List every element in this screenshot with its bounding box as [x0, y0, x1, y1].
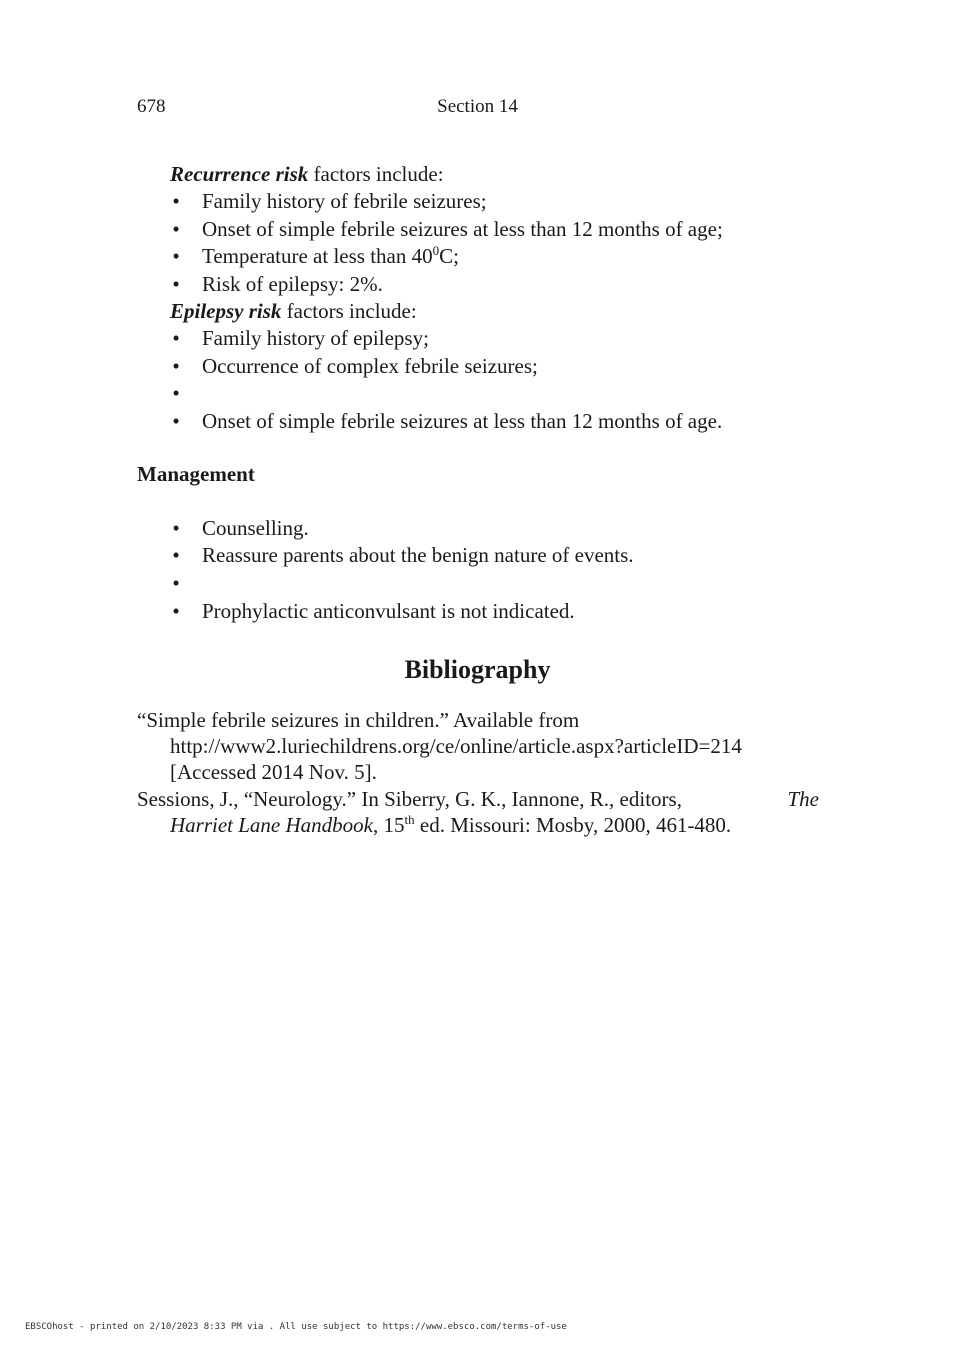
- bullet-marker: •: [172, 189, 180, 213]
- temperature-unit: C;: [439, 244, 459, 268]
- degree-superscript: 0: [432, 243, 440, 258]
- reference-1-accessed: [Accessed 2014 Nov. 5].: [170, 760, 377, 784]
- recurrence-intro-rest: factors include:: [308, 162, 444, 186]
- recurrence-emphasis: Recurrence risk: [170, 162, 309, 186]
- reference-2-publisher: ed. Missouri: Mosby, 2000, 461-480.: [414, 813, 732, 837]
- list-item: Risk of epilepsy: 2%.: [202, 272, 383, 296]
- bullet-marker: •: [172, 543, 180, 567]
- list-item: Prophylactic anticonvulsant is not indicated.: [202, 599, 575, 623]
- bullet-marker: •: [172, 516, 180, 540]
- reference-2-edition: , 15: [373, 813, 405, 837]
- reference-1-line-1: “Simple febrile seizures in children.” Available from: [137, 708, 580, 732]
- print-footer: EBSCOhost - printed on 2/10/2023 8:33 PM via . All use subject to https://www.ebsco.com/terms-of-use: [25, 1322, 567, 1332]
- bullet-marker: •: [172, 244, 180, 268]
- list-item: Reassure parents about the benign nature of events.: [202, 543, 634, 567]
- bullet-marker: •: [172, 326, 180, 350]
- reference-2-authors: Sessions, J., “Neurology.” In Siberry, G. K., Iannone, R., editors,: [137, 787, 682, 811]
- list-item: Onset of simple febrile seizures at less than 12 months of age.: [202, 409, 723, 433]
- list-item: Family history of febrile seizures;: [202, 189, 487, 213]
- list-item: Counselling.: [202, 516, 309, 540]
- page-number: 678: [137, 96, 166, 117]
- reference-1-url: http://www2.luriechildrens.org/ce/online/article.aspx?articleID=214: [170, 734, 742, 758]
- bullet-marker: •: [172, 381, 180, 405]
- management-heading: Management: [137, 462, 255, 486]
- bullet-marker: •: [172, 599, 180, 623]
- reference-2-title-start: The: [787, 787, 819, 811]
- bullet-marker: •: [172, 217, 180, 241]
- running-head: Section 14: [437, 96, 518, 117]
- reference-2-line-2: [170, 812, 731, 838]
- bullet-marker: •: [172, 571, 180, 595]
- bullet-marker: •: [172, 409, 180, 433]
- bullet-marker: •: [172, 272, 180, 296]
- list-item: Family history of epilepsy;: [202, 326, 429, 350]
- list-item: Occurrence of complex febrile seizures;: [202, 354, 538, 378]
- list-item-temperature: [202, 243, 459, 270]
- epilepsy-intro-rest: factors include:: [281, 299, 417, 323]
- temperature-text: Temperature at less than 40: [202, 244, 433, 268]
- reference-2-title: Harriet Lane Handbook: [170, 813, 373, 837]
- ordinal-superscript: th: [404, 812, 415, 827]
- epilepsy-emphasis: Epilepsy risk: [170, 299, 282, 323]
- reference-2-line-1: [137, 786, 819, 812]
- bullet-marker: •: [172, 354, 180, 378]
- bibliography-heading: Bibliography: [404, 655, 551, 684]
- epilepsy-intro: [170, 298, 417, 325]
- recurrence-intro: [170, 161, 444, 188]
- list-item: Onset of simple febrile seizures at less than 12 months of age;: [202, 217, 723, 241]
